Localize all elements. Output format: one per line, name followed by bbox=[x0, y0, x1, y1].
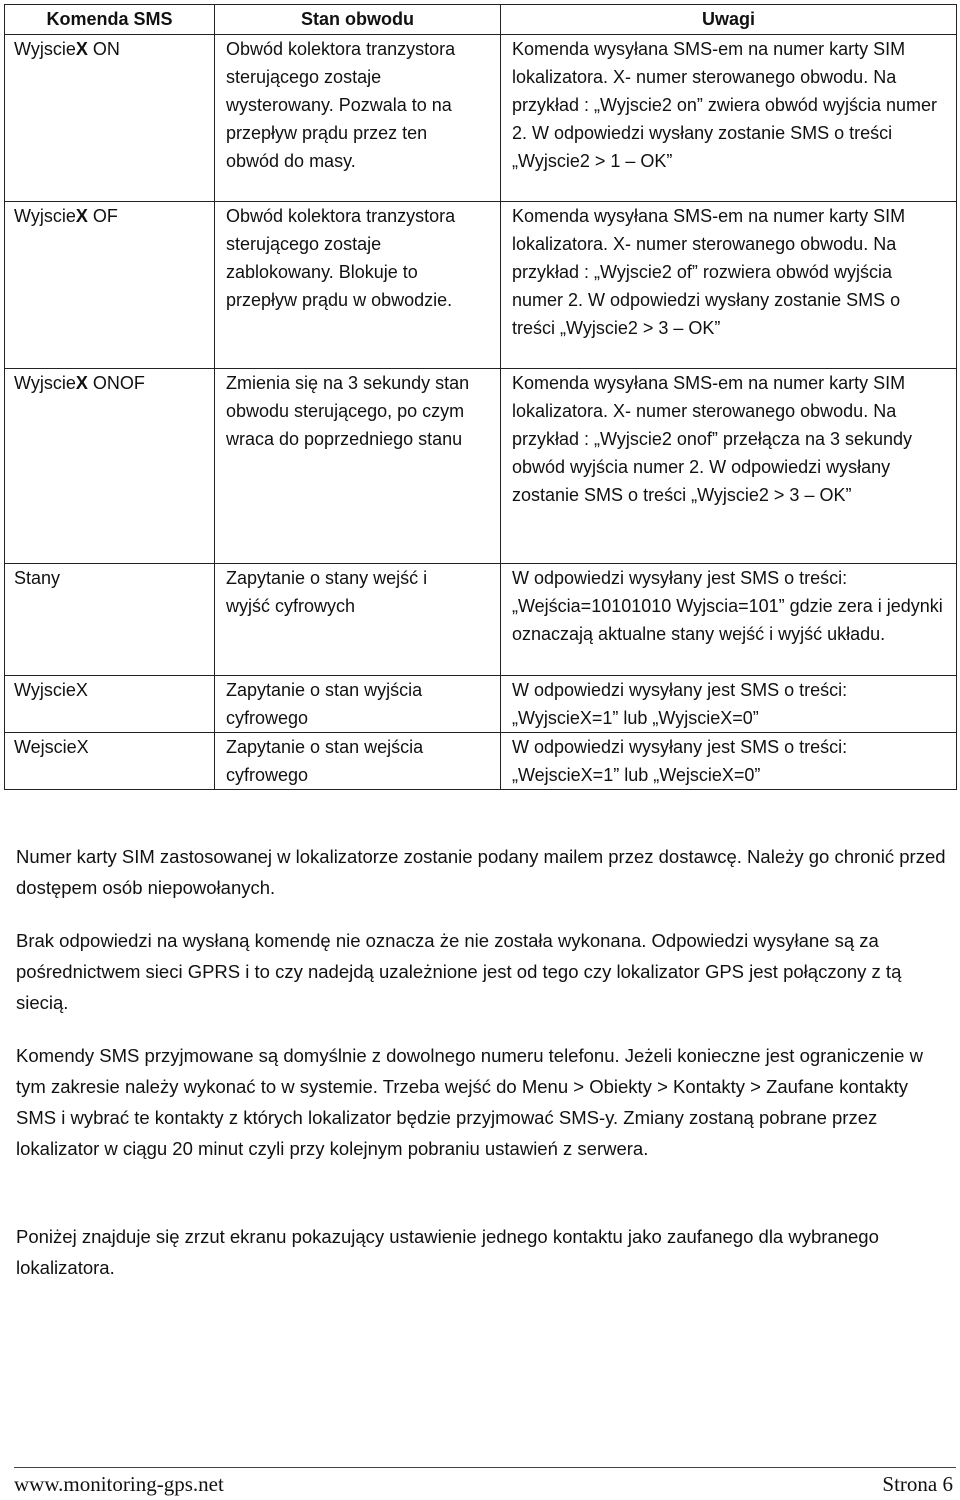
table-row bbox=[5, 369, 957, 564]
state-cell bbox=[215, 564, 501, 676]
notes-text: W odpowiedzi wysyłany jest SMS o treści: „WyjscieX=1” lub „WyjscieX=0” bbox=[512, 680, 848, 728]
notes-cell bbox=[501, 733, 957, 790]
notes-text: Komenda wysyłana SMS-em na numer karty SIM lokalizatora. X- numer sterowanego obwodu. Na przykład : „Wyjscie2 onof” przełącza na 3 sekundy obwód wyjścia numer 2. W odpowiedzi wysłany zostanie SMS o treści „Wyjscie2 > 3 – OK” bbox=[512, 373, 913, 505]
state-text: Zmienia się na 3 sekundy stan obwodu sterującego, po czym wraca do poprzedniego stanu bbox=[226, 373, 470, 449]
notes-text: Komenda wysyłana SMS-em na numer karty SIM lokalizatora. X- numer sterowanego obwodu. Na przykład : „Wyjscie2 on” zwiera obwód wyjścia numer 2. W odpowiedzi wysłany zostanie SMS o treści „Wyjscie2 > 1 – OK” bbox=[512, 39, 937, 171]
table-row bbox=[5, 202, 957, 369]
command-text: Stany bbox=[14, 568, 61, 588]
state-text: Zapytanie o stany wejść i wyjść cyfrowych bbox=[226, 568, 428, 616]
state-text: Zapytanie o stan wyjścia cyfrowego bbox=[226, 680, 423, 728]
command-cell bbox=[5, 35, 215, 202]
state-text: Obwód kolektora tranzystora sterującego zostaje wysterowany. Pozwala to na przepływ prądu przez ten obwód do masy. bbox=[226, 39, 456, 171]
command-cell bbox=[5, 369, 215, 564]
command-prefix: Wyjscie bbox=[14, 39, 76, 59]
command-text: WejscieX bbox=[14, 737, 89, 757]
table-row bbox=[5, 733, 957, 790]
command-cell bbox=[5, 733, 215, 790]
paragraph-screenshot-intro: Poniżej znajduje się zrzut ekranu pokazujący ustawienie jednego kontaktu jako zaufanego dla wybranego lokalizatora. bbox=[16, 1226, 879, 1278]
command-cell bbox=[5, 564, 215, 676]
state-text: Obwód kolektora tranzystora sterującego zostaje zablokowany. Blokuje to przepływ prądu w obwodzie. bbox=[226, 206, 456, 310]
footer-website[interactable]: www.monitoring-gps.net bbox=[14, 1472, 224, 1496]
sms-commands-table bbox=[4, 4, 957, 790]
header-command: Komenda SMS bbox=[5, 5, 215, 35]
notes-cell bbox=[501, 35, 957, 202]
paragraph-no-response: Brak odpowiedzi na wysłaną komendę nie oznacza że nie została wykonana. Odpowiedzi wysyłane są za pośrednictwem sieci GPRS i to czy nadejdą uzależnione jest od tego czy lokalizator GPS jest połączony z tą siecią. bbox=[16, 930, 902, 1013]
paragraph-sms-commands: Komendy SMS przyjmowane są domyślnie z dowolnego numeru telefonu. Jeżeli konieczne jest ograniczenie w tym zakresie należy wykonać to w systemie. Trzeba wejść do Menu > Obiekty > Kontakty > Zaufane kontakty SMS i wybrać te kontakty z których lokalizator będzie przyjmować SMS-y. Zmiany zostaną pobrane przez lokalizator w ciągu 20 minut czyli przy kolejnym pobraniu ustawień z serwera. bbox=[16, 1045, 923, 1159]
table-row bbox=[5, 35, 957, 202]
footer-page-number: Strona 6 bbox=[882, 1472, 953, 1496]
notes-cell bbox=[501, 369, 957, 564]
command-suffix: ONOF bbox=[87, 373, 145, 393]
notes-text: W odpowiedzi wysyłany jest SMS o treści: „Wejścia=10101010 Wyjscia=101” gdzie zera i jedynki oznaczają aktualne stany wejść i wyjść układu. bbox=[512, 568, 943, 644]
header-state: Stan obwodu bbox=[215, 5, 501, 35]
command-cell bbox=[5, 202, 215, 369]
command-prefix: Wyjscie bbox=[14, 206, 76, 226]
footer-divider bbox=[14, 1467, 956, 1468]
table-header-row bbox=[5, 5, 957, 35]
command-x: X bbox=[75, 206, 88, 226]
command-text: WyjscieX bbox=[14, 680, 88, 700]
command-cell bbox=[5, 676, 215, 733]
header-notes: Uwagi bbox=[501, 5, 957, 35]
command-prefix: Wyjscie bbox=[14, 373, 76, 393]
notes-text: Komenda wysyłana SMS-em na numer karty SIM lokalizatora. X- numer sterowanego obwodu. Na przykład : „Wyjscie2 of” rozwiera obwód wyjścia numer 2. W odpowiedzi wysłany zostanie SMS o treści „Wyjscie2 > 3 – OK” bbox=[512, 206, 906, 338]
notes-cell bbox=[501, 564, 957, 676]
state-cell bbox=[215, 733, 501, 790]
notes-text: W odpowiedzi wysyłany jest SMS o treści: „WejscieX=1” lub „WejscieX=0” bbox=[512, 737, 848, 785]
command-suffix: ON bbox=[87, 39, 120, 59]
table-row bbox=[5, 676, 957, 733]
state-cell bbox=[215, 35, 501, 202]
table-row bbox=[5, 564, 957, 676]
command-suffix: OF bbox=[87, 206, 118, 226]
paragraph-sim-number: Numer karty SIM zastosowanej w lokalizatorze zostanie podany mailem przez dostawcę. Należy go chronić przed dostępem osób niepowołanych. bbox=[16, 846, 946, 898]
command-x: X bbox=[75, 373, 88, 393]
notes-cell bbox=[501, 676, 957, 733]
command-x: X bbox=[75, 39, 88, 59]
state-cell bbox=[215, 202, 501, 369]
state-cell bbox=[215, 369, 501, 564]
state-text: Zapytanie o stan wejścia cyfrowego bbox=[226, 737, 424, 785]
notes-cell bbox=[501, 202, 957, 369]
state-cell bbox=[215, 676, 501, 733]
